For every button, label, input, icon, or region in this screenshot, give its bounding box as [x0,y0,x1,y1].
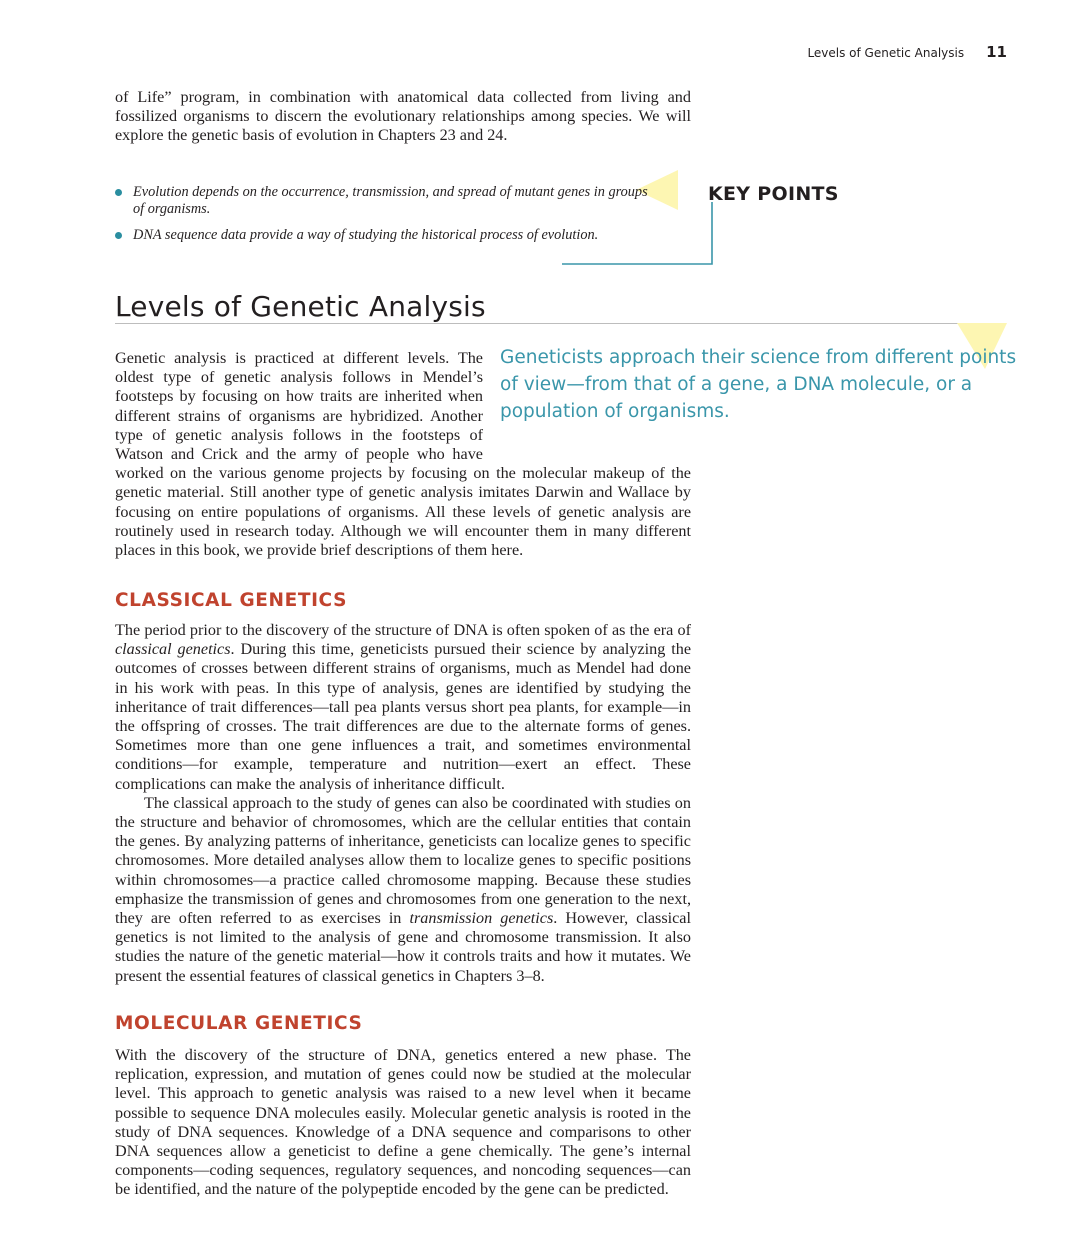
section-title: Levels of Genetic Analysis [115,290,486,323]
classical-genetics-term: classical genetics [115,640,231,659]
margin-note-space [483,349,691,456]
key-point-item [115,227,655,244]
classical-p1-start: The period prior to the discovery of the structure of DNA is often spoken of as the era of [115,621,691,639]
page-number: 11 [986,43,1007,61]
classical-genetics-heading: CLASSICAL GENETICS [115,590,347,611]
levels-paragraph-text: Genetic analysis is practiced at different levels. The oldest type of genetic analysis follows in Mendel’s footsteps by focusing on how traits are inherited when different strains of organisms are hybridized. Another type of genetic analysis follows in the footsteps of Watson and Crick and the army of people who have worked on the various genome projects by focusing on the molecular makeup of the genetic material. Still another type of genetic analysis imitates Darwin and Wallace by focusing on entire populations of organisms. All these levels of genetic analysis are routinely used in research today. Although we will encounter them in many different places in this book, we provide brief descriptions of them here. [115,349,691,560]
intro-paragraph: of Life” program, in combination with anatomical data collected from living and fossilized organisms to discern the evolutionary relationships among species. We will explore the genetic basis of evolution in Chapters 23 and 24. [115,88,691,145]
transmission-genetics-term: transmission genetics [409,909,554,928]
key-point-text: DNA sequence data provide a way of studying the historical process of evolution. [133,226,599,243]
classical-paragraph-2 [115,794,691,986]
molecular-paragraph: With the discovery of the structure of DNA, genetics entered a new phase. The replication, expression, and mutation of genes could now be studied at the molecular level. This approach to genetic analysis was raised to a new level when it became possible to sequence DNA molecules easily. Molecular genetic analysis is rooted in the study of DNA sequences. Knowledge of a DNA sequence and comparisons to other DNA sequences allow a geneticist to define a gene chemically. The gene’s internal components—coding sequences, regulatory sequences, and noncoding sequences—can be identified, and the nature of the polypeptide encoded by the gene can be predicted. [115,1046,691,1199]
classical-paragraph-1 [115,621,691,794]
levels-paragraph [115,349,691,560]
key-point-item [115,184,655,218]
classical-p2-end: . However, classical genetics is not limited to the analysis of gene and chromosome transmission. It also studies the nature of the genetic material—how it controls traits and how it mutates. We present the essential features of classical genetics in Chapters 3–8. [115,909,691,985]
key-point-text: Evolution depends on the occurrence, transmission, and spread of mutant genes in groups of organisms. [133,184,648,217]
classical-p2-start: The classical approach to the study of genes can also be coordinated with studies on the structure and behavior of chromosomes, which are the cellular entities that contain the genes. By analyzing patterns of inheritance, geneticists can localize genes to specific chromosomes. More detailed analyses allow them to localize genes to specific positions within chromosomes—a practice called chromosome mapping. Because these studies emphasize the transmission of genes and chromosomes from one generation to the next, they are often referred to as exercises in [115,793,691,928]
key-points-label: KEY POINTS [708,183,839,205]
running-head [807,43,1007,61]
bullet-icon [115,189,122,196]
running-head-title: Levels of Genetic Analysis [807,46,965,60]
classical-p1-end: . During this time, geneticists pursued their science by analyzing the outcomes of crosses between different strains of organisms, much as Mendel had done in his work with peas. In this type of analysis, genes are identified by studying the inheritance of trait differences—tall pea plants versus short pea plants, for example—in the offspring of crosses. The trait differences are due to the alternate forms of genes. Sometimes more than one gene influences a trait, and sometimes environmental conditions—for example, temperature and nutrition—exert an effect. These complications can make the analysis of inheritance difficult. [115,640,692,793]
margin-note: Geneticists approach their science from different points of view—from that of a gene, a DNA molecule, or a population of organisms. [500,347,1017,422]
classical-genetics-body [115,621,691,986]
section-title-rule [115,323,1005,324]
key-points-list [115,184,655,252]
bullet-icon [115,232,122,239]
molecular-genetics-heading: MOLECULAR GENETICS [115,1013,363,1034]
